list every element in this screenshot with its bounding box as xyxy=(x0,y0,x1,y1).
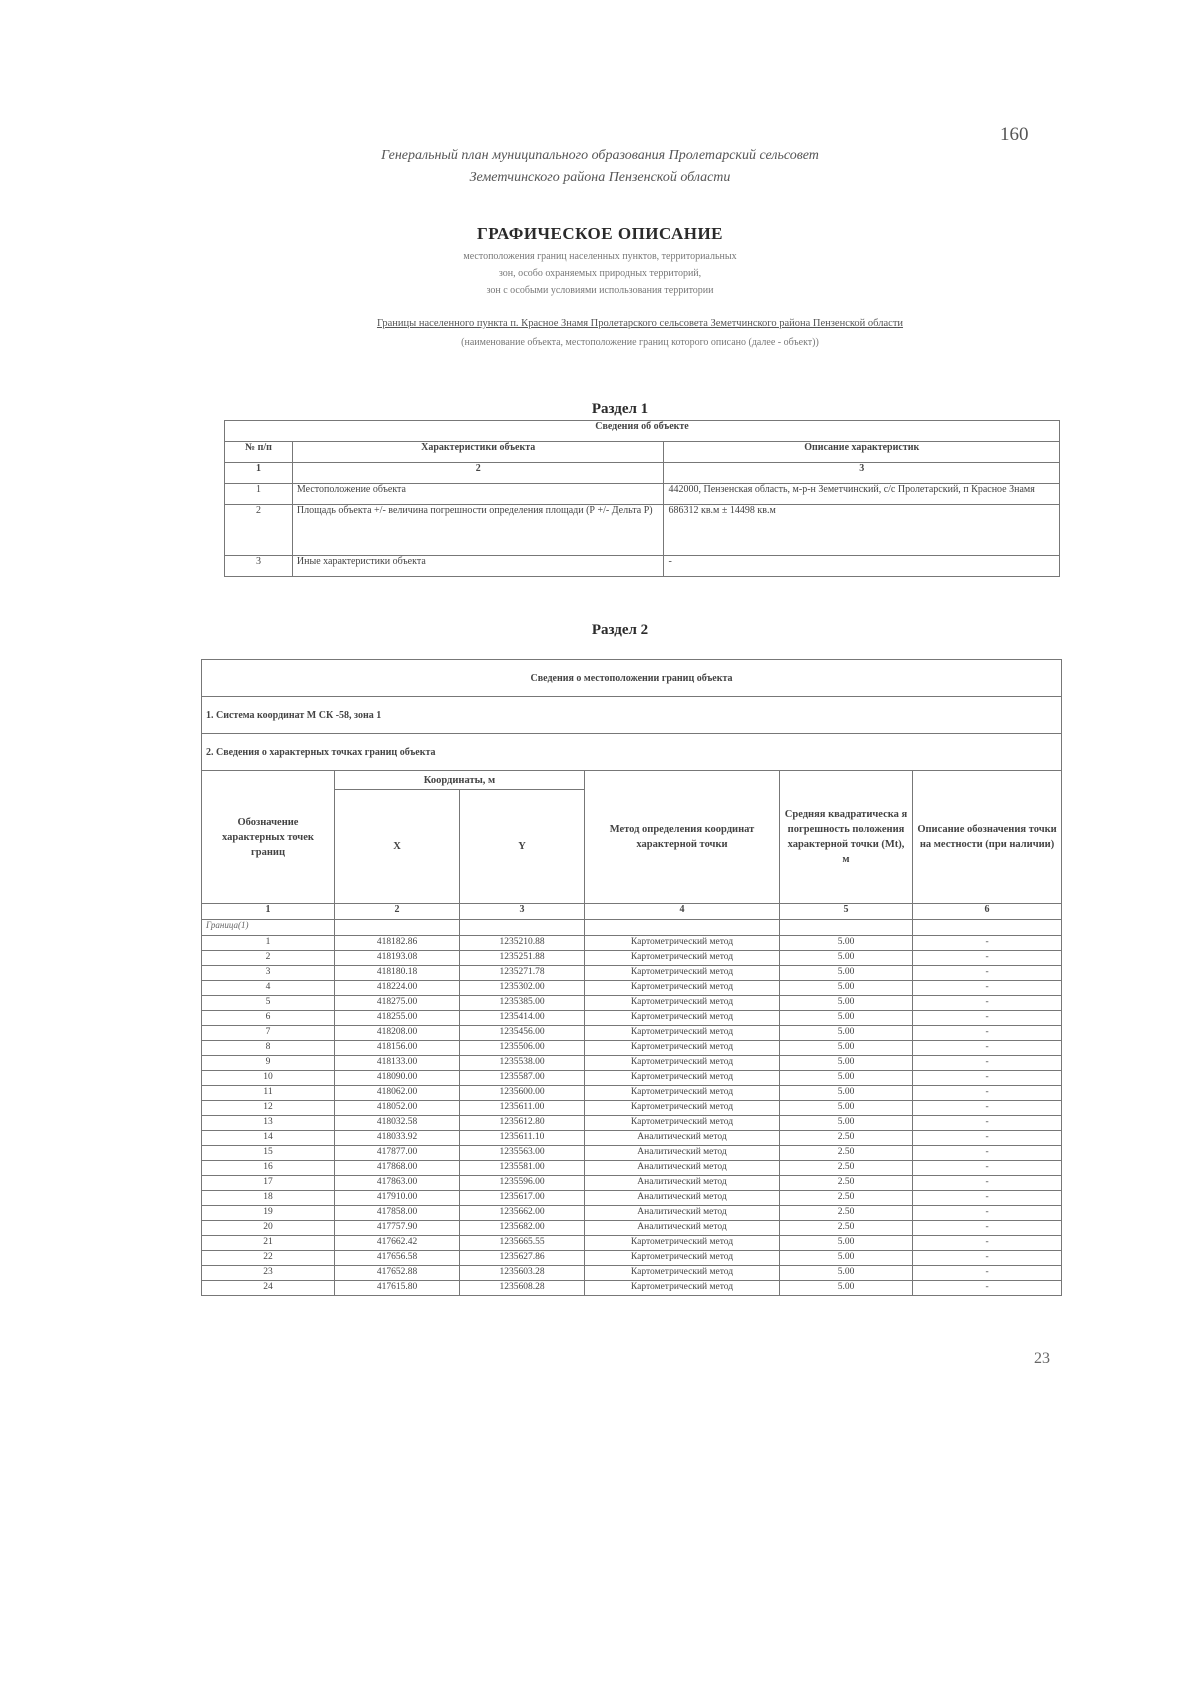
table-row xyxy=(202,1176,1062,1191)
point-method: Картометрический метод xyxy=(585,1266,780,1281)
point-error: 5.00 xyxy=(780,936,913,951)
point-description: - xyxy=(913,951,1062,966)
point-error: 5.00 xyxy=(780,1026,913,1041)
point-x: 418052.00 xyxy=(335,1101,460,1116)
point-description: - xyxy=(913,1191,1062,1206)
point-error: 2.50 xyxy=(780,1176,913,1191)
point-number: 19 xyxy=(202,1206,335,1221)
point-method: Картометрический метод xyxy=(585,951,780,966)
point-description: - xyxy=(913,1206,1062,1221)
row-desc: 686312 кв.м ± 14498 кв.м xyxy=(664,505,1060,556)
header-coordinates: Координаты, м xyxy=(335,771,585,790)
point-x: 417662.42 xyxy=(335,1236,460,1251)
point-description: - xyxy=(913,1251,1062,1266)
point-number: 9 xyxy=(202,1056,335,1071)
header-method: Метод определения координат характерной точки xyxy=(585,771,780,904)
col-number: 2 xyxy=(335,904,460,920)
points-caption: 2. Сведения о характерных точках границ объекта xyxy=(202,734,1062,771)
col-number: 1 xyxy=(202,904,335,920)
point-method: Аналитический метод xyxy=(585,1206,780,1221)
point-x: 418275.00 xyxy=(335,996,460,1011)
point-error: 5.00 xyxy=(780,1071,913,1086)
point-description: - xyxy=(913,936,1062,951)
point-description: - xyxy=(913,1161,1062,1176)
point-method: Аналитический метод xyxy=(585,1191,780,1206)
point-y: 1235682.00 xyxy=(460,1221,585,1236)
table-row xyxy=(202,981,1062,996)
point-y: 1235210.88 xyxy=(460,936,585,951)
point-description: - xyxy=(913,1041,1062,1056)
bottom-page-number: 23 xyxy=(1034,1350,1050,1367)
table-row xyxy=(202,1266,1062,1281)
point-x: 418032.58 xyxy=(335,1116,460,1131)
point-y: 1235665.55 xyxy=(460,1236,585,1251)
point-y: 1235581.00 xyxy=(460,1161,585,1176)
section-2-caption: Сведения о местоположении границ объекта xyxy=(202,660,1062,697)
point-y: 1235612.80 xyxy=(460,1116,585,1131)
point-number: 17 xyxy=(202,1176,335,1191)
col-number: 2 xyxy=(292,463,664,484)
point-y: 1235538.00 xyxy=(460,1056,585,1071)
point-number: 5 xyxy=(202,996,335,1011)
row-name: Иные характеристики объекта xyxy=(292,556,664,577)
point-x: 417615.80 xyxy=(335,1281,460,1296)
point-number: 22 xyxy=(202,1251,335,1266)
point-method: Картометрический метод xyxy=(585,1026,780,1041)
table-row xyxy=(202,1146,1062,1161)
point-error: 5.00 xyxy=(780,996,913,1011)
point-description: - xyxy=(913,1146,1062,1161)
header-error: Средняя квадратическа я погрешность положения характерной точки (Мt), м xyxy=(780,771,913,904)
table-row xyxy=(202,1251,1062,1266)
header-x: X xyxy=(335,790,460,904)
table-row xyxy=(202,1206,1062,1221)
point-error: 5.00 xyxy=(780,1236,913,1251)
table-row xyxy=(202,1056,1062,1071)
point-x: 418156.00 xyxy=(335,1041,460,1056)
point-method: Картометрический метод xyxy=(585,1056,780,1071)
point-number: 15 xyxy=(202,1146,335,1161)
point-x: 417863.00 xyxy=(335,1176,460,1191)
point-number: 12 xyxy=(202,1101,335,1116)
point-x: 417652.88 xyxy=(335,1266,460,1281)
table-row xyxy=(202,1131,1062,1146)
row-name: Местоположение объекта xyxy=(292,484,664,505)
section-1-title: Раздел 1 xyxy=(591,401,649,417)
table-row xyxy=(202,1281,1062,1296)
point-x: 418062.00 xyxy=(335,1086,460,1101)
point-x: 417757.90 xyxy=(335,1221,460,1236)
point-number: 8 xyxy=(202,1041,335,1056)
point-number: 4 xyxy=(202,981,335,996)
point-y: 1235617.00 xyxy=(460,1191,585,1206)
subtitle-line-2: зон, особо охраняемых природных территорий, xyxy=(498,268,702,279)
row-desc: - xyxy=(664,556,1060,577)
point-x: 418193.08 xyxy=(335,951,460,966)
point-method: Аналитический метод xyxy=(585,1131,780,1146)
point-x: 418033.92 xyxy=(335,1131,460,1146)
point-method: Картометрический метод xyxy=(585,1281,780,1296)
point-number: 3 xyxy=(202,966,335,981)
point-y: 1235506.00 xyxy=(460,1041,585,1056)
point-description: - xyxy=(913,1086,1062,1101)
point-error: 2.50 xyxy=(780,1161,913,1176)
header-line-1: Генеральный план муниципального образования Пролетарский сельсовет xyxy=(381,148,819,163)
point-y: 1235251.88 xyxy=(460,951,585,966)
point-method: Аналитический метод xyxy=(585,1176,780,1191)
point-description: - xyxy=(913,996,1062,1011)
table-row xyxy=(202,1116,1062,1131)
col-number: 6 xyxy=(913,904,1062,920)
col-number: 4 xyxy=(585,904,780,920)
point-method: Картометрический метод xyxy=(585,1101,780,1116)
point-number: 13 xyxy=(202,1116,335,1131)
point-x: 418180.18 xyxy=(335,966,460,981)
object-caption: (наименование объекта, местоположение границ которого описано (далее - объект)) xyxy=(461,337,819,348)
boundary-group-label: Граница(1) xyxy=(202,920,335,936)
point-method: Картометрический метод xyxy=(585,1251,780,1266)
point-method: Картометрический метод xyxy=(585,1236,780,1251)
row-num: 2 xyxy=(225,505,293,556)
header-y: Y xyxy=(460,790,585,904)
point-description: - xyxy=(913,1011,1062,1026)
points-table-body xyxy=(202,936,1062,1296)
table-row xyxy=(202,1236,1062,1251)
table-row xyxy=(202,966,1062,981)
table-row xyxy=(202,1071,1062,1086)
header-num: № п/п xyxy=(225,442,293,463)
point-number: 7 xyxy=(202,1026,335,1041)
page-number: 160 xyxy=(1000,124,1029,145)
point-method: Картометрический метод xyxy=(585,966,780,981)
point-x: 417656.58 xyxy=(335,1251,460,1266)
point-description: - xyxy=(913,1101,1062,1116)
col-number: 1 xyxy=(225,463,293,484)
point-y: 1235600.00 xyxy=(460,1086,585,1101)
header-point-description: Описание обозначения точки на местности (при наличии) xyxy=(913,771,1062,904)
point-x: 418182.86 xyxy=(335,936,460,951)
row-name: Площадь объекта +/- величина погрешности определения площади (Р +/- Дельта Р) xyxy=(292,505,664,556)
point-method: Картометрический метод xyxy=(585,1116,780,1131)
point-y: 1235563.00 xyxy=(460,1146,585,1161)
point-number: 14 xyxy=(202,1131,335,1146)
point-y: 1235611.00 xyxy=(460,1101,585,1116)
point-error: 5.00 xyxy=(780,981,913,996)
point-y: 1235596.00 xyxy=(460,1176,585,1191)
point-y: 1235456.00 xyxy=(460,1026,585,1041)
table-row xyxy=(225,505,1060,556)
point-number: 23 xyxy=(202,1266,335,1281)
row-desc: 442000, Пензенская область, м-р-н Земетчинский, с/с Пролетарский, п Красное Знамя xyxy=(664,484,1060,505)
point-number: 1 xyxy=(202,936,335,951)
table-row xyxy=(225,556,1060,577)
point-x: 418090.00 xyxy=(335,1071,460,1086)
point-error: 2.50 xyxy=(780,1206,913,1221)
point-number: 11 xyxy=(202,1086,335,1101)
point-number: 10 xyxy=(202,1071,335,1086)
col-number: 3 xyxy=(460,904,585,920)
point-y: 1235627.86 xyxy=(460,1251,585,1266)
point-error: 2.50 xyxy=(780,1131,913,1146)
point-method: Аналитический метод xyxy=(585,1161,780,1176)
point-error: 5.00 xyxy=(780,1041,913,1056)
header-point-label: Обозначение характерных точек границ xyxy=(202,771,335,904)
point-error: 5.00 xyxy=(780,1011,913,1026)
table-row xyxy=(202,1041,1062,1056)
point-error: 5.00 xyxy=(780,1086,913,1101)
table-row xyxy=(202,1191,1062,1206)
header-description: Описание характеристик xyxy=(664,442,1060,463)
point-y: 1235587.00 xyxy=(460,1071,585,1086)
point-number: 2 xyxy=(202,951,335,966)
point-method: Аналитический метод xyxy=(585,1221,780,1236)
point-error: 5.00 xyxy=(780,1266,913,1281)
point-description: - xyxy=(913,1221,1062,1236)
subtitle-line-3: зон с особыми условиями использования территории xyxy=(486,285,714,296)
table-row xyxy=(202,1026,1062,1041)
point-method: Аналитический метод xyxy=(585,1146,780,1161)
point-error: 5.00 xyxy=(780,951,913,966)
point-description: - xyxy=(913,1176,1062,1191)
point-error: 5.00 xyxy=(780,1281,913,1296)
point-y: 1235603.28 xyxy=(460,1266,585,1281)
point-method: Картометрический метод xyxy=(585,996,780,1011)
document-title: ГРАФИЧЕСКОЕ ОПИСАНИЕ xyxy=(476,224,724,243)
table-caption: Сведения об объекте xyxy=(225,421,1060,442)
point-error: 5.00 xyxy=(780,1251,913,1266)
point-method: Картометрический метод xyxy=(585,1071,780,1086)
point-error: 5.00 xyxy=(780,1116,913,1131)
point-x: 418224.00 xyxy=(335,981,460,996)
table-row xyxy=(225,484,1060,505)
point-description: - xyxy=(913,966,1062,981)
point-description: - xyxy=(913,981,1062,996)
point-method: Картометрический метод xyxy=(585,1086,780,1101)
point-method: Картометрический метод xyxy=(585,981,780,996)
point-x: 417910.00 xyxy=(335,1191,460,1206)
point-x: 417858.00 xyxy=(335,1206,460,1221)
point-x: 417877.00 xyxy=(335,1146,460,1161)
object-name: Границы населенного пункта п. Красное Знамя Пролетарского сельсовета Земетчинского района Пензенской области xyxy=(376,318,904,329)
point-description: - xyxy=(913,1236,1062,1251)
document-subtitle xyxy=(330,248,870,299)
point-error: 5.00 xyxy=(780,1101,913,1116)
point-y: 1235271.78 xyxy=(460,966,585,981)
point-error: 5.00 xyxy=(780,966,913,981)
table-row xyxy=(202,1011,1062,1026)
col-number: 3 xyxy=(664,463,1060,484)
point-y: 1235608.28 xyxy=(460,1281,585,1296)
point-error: 2.50 xyxy=(780,1191,913,1206)
point-y: 1235385.00 xyxy=(460,996,585,1011)
point-description: - xyxy=(913,1266,1062,1281)
table-row xyxy=(202,1161,1062,1176)
point-error: 5.00 xyxy=(780,1056,913,1071)
table-row xyxy=(202,951,1062,966)
col-number: 5 xyxy=(780,904,913,920)
point-y: 1235662.00 xyxy=(460,1206,585,1221)
point-method: Картометрический метод xyxy=(585,1041,780,1056)
point-y: 1235302.00 xyxy=(460,981,585,996)
point-description: - xyxy=(913,1026,1062,1041)
point-method: Картометрический метод xyxy=(585,1011,780,1026)
table-row xyxy=(202,936,1062,951)
point-y: 1235414.00 xyxy=(460,1011,585,1026)
header-line-2: Земетчинского района Пензенской области xyxy=(469,170,731,185)
point-description: - xyxy=(913,1056,1062,1071)
table-row xyxy=(202,1221,1062,1236)
point-error: 2.50 xyxy=(780,1146,913,1161)
point-number: 21 xyxy=(202,1236,335,1251)
document-header xyxy=(290,145,910,189)
point-y: 1235611.10 xyxy=(460,1131,585,1146)
point-description: - xyxy=(913,1116,1062,1131)
point-number: 20 xyxy=(202,1221,335,1236)
point-number: 18 xyxy=(202,1191,335,1206)
point-method: Картометрический метод xyxy=(585,936,780,951)
point-x: 418133.00 xyxy=(335,1056,460,1071)
subtitle-line-1: местоположения границ населенных пунктов, территориальных xyxy=(463,251,737,262)
point-error: 2.50 xyxy=(780,1221,913,1236)
point-number: 6 xyxy=(202,1011,335,1026)
table-row xyxy=(202,1101,1062,1116)
point-number: 16 xyxy=(202,1161,335,1176)
header-characteristics: Характеристики объекта xyxy=(292,442,664,463)
point-description: - xyxy=(913,1071,1062,1086)
point-number: 24 xyxy=(202,1281,335,1296)
section-2-title: Раздел 2 xyxy=(591,622,649,638)
coordinate-system: 1. Система координат М СК -58, зона 1 xyxy=(202,697,1062,734)
point-description: - xyxy=(913,1131,1062,1146)
row-num: 3 xyxy=(225,556,293,577)
boundary-points-table xyxy=(201,659,1062,1296)
point-x: 418208.00 xyxy=(335,1026,460,1041)
table-row xyxy=(202,1086,1062,1101)
row-num: 1 xyxy=(225,484,293,505)
point-description: - xyxy=(913,1281,1062,1296)
object-info-table xyxy=(224,420,1060,577)
point-x: 418255.00 xyxy=(335,1011,460,1026)
table-row xyxy=(202,996,1062,1011)
point-x: 417868.00 xyxy=(335,1161,460,1176)
